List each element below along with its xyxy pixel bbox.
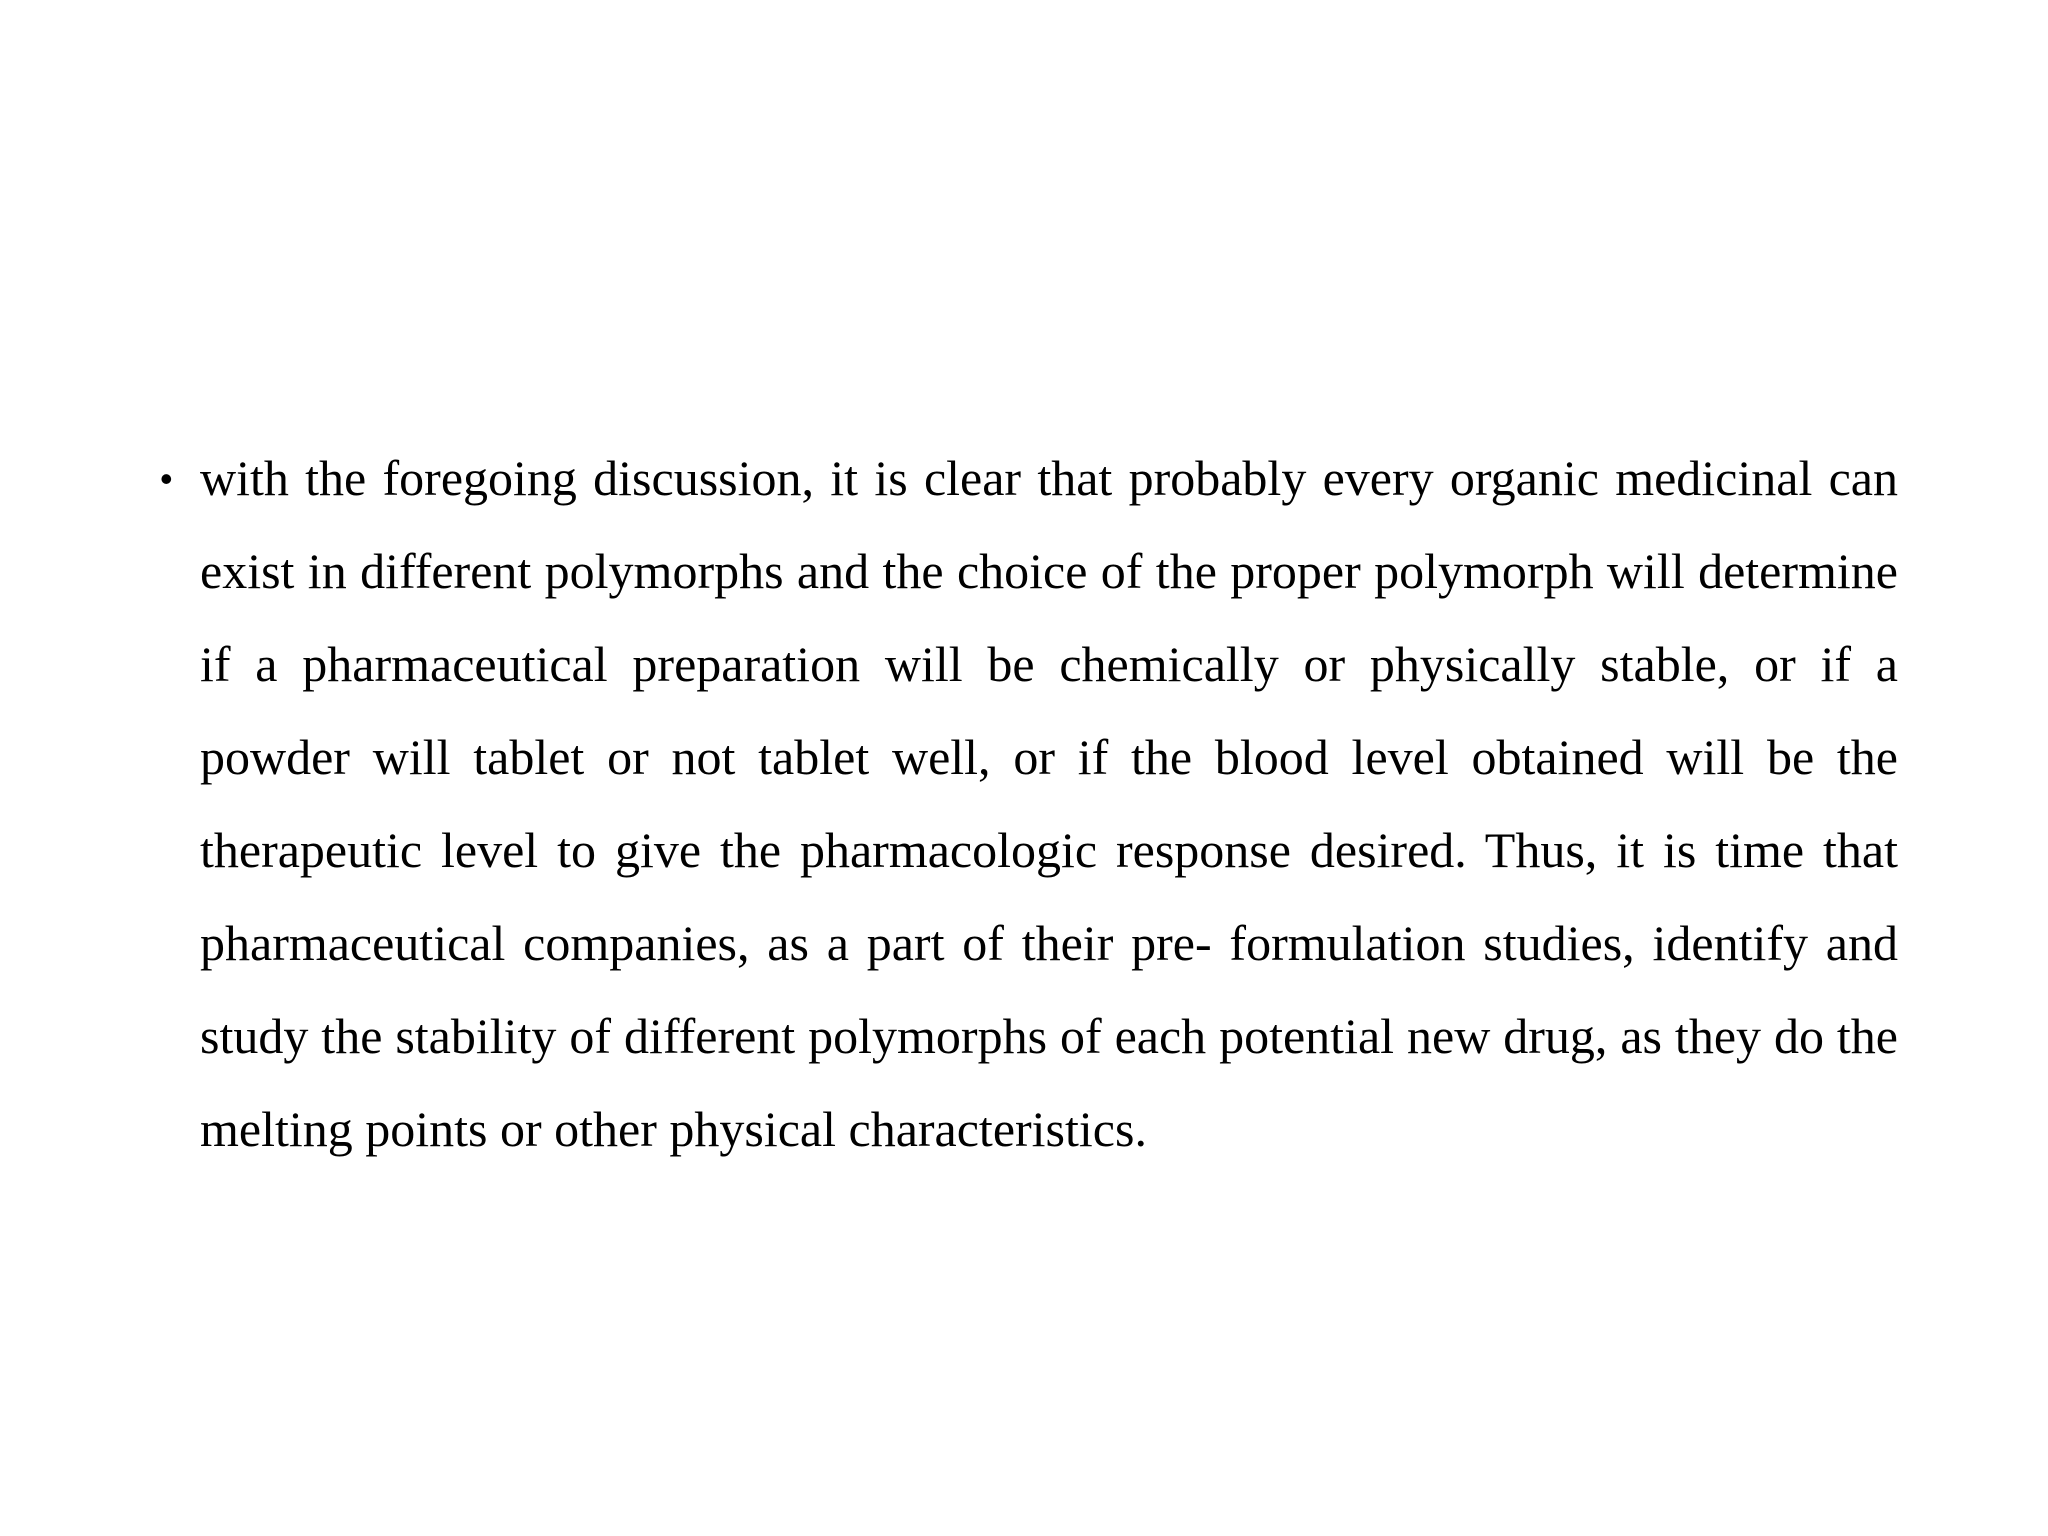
bullet-list: [158, 432, 1898, 1176]
slide-body: [158, 432, 1898, 1176]
bullet-text: with the foregoing discussion, it is clear that probably every organic medicinal can exist in different polymorphs and the choice of the proper polymorph will determine if a pharmaceutical preparation will be chemically or physically stable, or if a powder will tablet or not tablet well, or if the blood level obtained will be the therapeutic level to give the pharmacologic response desired. Thus, it is time that pharmaceutical companies, as a part of their pre- formulation studies, identify and study the stability of different polymorphs of each potential new drug, as they do the melting points or other physical characteristics.: [200, 450, 1898, 1157]
bullet-item: [158, 432, 1898, 1176]
bullet-marker: •: [160, 458, 173, 499]
